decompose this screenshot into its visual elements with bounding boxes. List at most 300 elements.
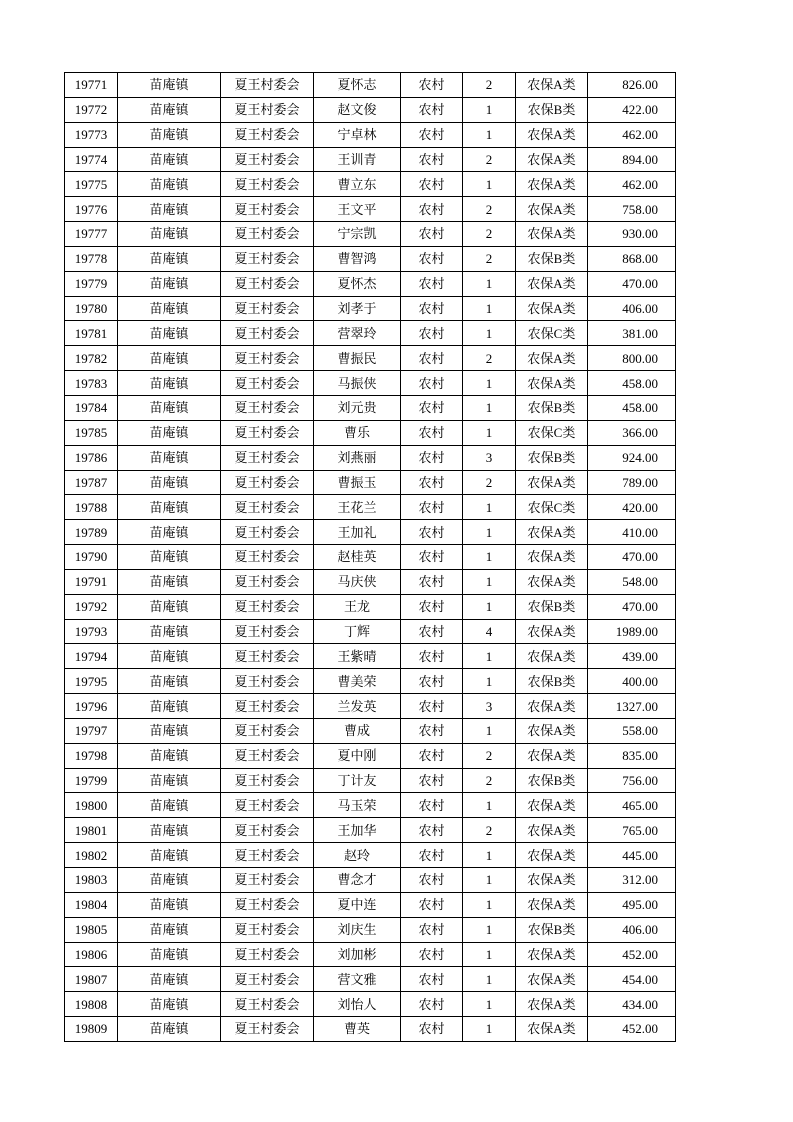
- cell-village_committee: 夏王村委会: [221, 942, 314, 967]
- cell-person_count: 1: [463, 644, 516, 669]
- cell-residence_type: 农村: [401, 470, 463, 495]
- cell-village_committee: 夏王村委会: [221, 768, 314, 793]
- cell-insurance_category: 农保A类: [516, 644, 588, 669]
- cell-town: 苗庵镇: [118, 743, 221, 768]
- table-row: [65, 495, 676, 520]
- cell-insurance_category: 农保A类: [516, 942, 588, 967]
- cell-serial_number: 19802: [65, 843, 118, 868]
- cell-village_committee: 夏王村委会: [221, 321, 314, 346]
- cell-serial_number: 19792: [65, 594, 118, 619]
- cell-serial_number: 19790: [65, 545, 118, 570]
- cell-insurance_category: 农保A类: [516, 793, 588, 818]
- cell-residence_type: 农村: [401, 172, 463, 197]
- table-row: [65, 371, 676, 396]
- cell-town: 苗庵镇: [118, 371, 221, 396]
- cell-amount: 454.00: [588, 967, 676, 992]
- cell-insurance_category: 农保C类: [516, 321, 588, 346]
- cell-town: 苗庵镇: [118, 97, 221, 122]
- cell-serial_number: 19803: [65, 868, 118, 893]
- cell-town: 苗庵镇: [118, 768, 221, 793]
- table-row: [65, 197, 676, 222]
- table-row: [65, 321, 676, 346]
- cell-person_count: 2: [463, 197, 516, 222]
- cell-town: 苗庵镇: [118, 793, 221, 818]
- table-row: [65, 917, 676, 942]
- cell-person_count: 1: [463, 892, 516, 917]
- table-row: [65, 222, 676, 247]
- cell-person_count: 1: [463, 669, 516, 694]
- cell-insurance_category: 农保A类: [516, 818, 588, 843]
- cell-insurance_category: 农保B类: [516, 246, 588, 271]
- cell-person_count: 2: [463, 818, 516, 843]
- cell-insurance_category: 农保A类: [516, 892, 588, 917]
- cell-town: 苗庵镇: [118, 321, 221, 346]
- cell-residence_type: 农村: [401, 371, 463, 396]
- cell-serial_number: 19771: [65, 73, 118, 98]
- cell-town: 苗庵镇: [118, 495, 221, 520]
- cell-residence_type: 农村: [401, 445, 463, 470]
- cell-insurance_category: 农保A类: [516, 172, 588, 197]
- cell-serial_number: 19777: [65, 222, 118, 247]
- cell-person_count: 2: [463, 222, 516, 247]
- cell-serial_number: 19795: [65, 669, 118, 694]
- cell-insurance_category: 农保A类: [516, 122, 588, 147]
- cell-village_committee: 夏王村委会: [221, 172, 314, 197]
- cell-village_committee: 夏王村委会: [221, 545, 314, 570]
- cell-person_name: 刘孝于: [314, 296, 401, 321]
- cell-person_name: 王加礼: [314, 520, 401, 545]
- cell-residence_type: 农村: [401, 97, 463, 122]
- cell-village_committee: 夏王村委会: [221, 197, 314, 222]
- cell-insurance_category: 农保C类: [516, 495, 588, 520]
- cell-person_count: 1: [463, 793, 516, 818]
- cell-insurance_category: 农保A类: [516, 197, 588, 222]
- cell-residence_type: 农村: [401, 942, 463, 967]
- cell-serial_number: 19787: [65, 470, 118, 495]
- cell-residence_type: 农村: [401, 694, 463, 719]
- cell-person_name: 王加华: [314, 818, 401, 843]
- cell-town: 苗庵镇: [118, 644, 221, 669]
- cell-amount: 465.00: [588, 793, 676, 818]
- cell-amount: 495.00: [588, 892, 676, 917]
- cell-village_committee: 夏王村委会: [221, 868, 314, 893]
- cell-serial_number: 19794: [65, 644, 118, 669]
- cell-amount: 548.00: [588, 569, 676, 594]
- table-row: [65, 246, 676, 271]
- cell-town: 苗庵镇: [118, 346, 221, 371]
- cell-amount: 470.00: [588, 594, 676, 619]
- cell-person_name: 刘元贵: [314, 395, 401, 420]
- cell-insurance_category: 农保A类: [516, 718, 588, 743]
- cell-person_count: 1: [463, 967, 516, 992]
- cell-village_committee: 夏王村委会: [221, 296, 314, 321]
- cell-amount: 406.00: [588, 917, 676, 942]
- table-row: [65, 793, 676, 818]
- cell-serial_number: 19773: [65, 122, 118, 147]
- table-row: [65, 967, 676, 992]
- cell-person_count: 2: [463, 470, 516, 495]
- cell-person_name: 刘庆生: [314, 917, 401, 942]
- cell-town: 苗庵镇: [118, 172, 221, 197]
- table-row: [65, 470, 676, 495]
- cell-person_count: 1: [463, 495, 516, 520]
- cell-serial_number: 19780: [65, 296, 118, 321]
- cell-person_name: 宁宗凯: [314, 222, 401, 247]
- cell-village_committee: 夏王村委会: [221, 619, 314, 644]
- cell-town: 苗庵镇: [118, 520, 221, 545]
- cell-residence_type: 农村: [401, 495, 463, 520]
- cell-person_name: 曹振民: [314, 346, 401, 371]
- cell-insurance_category: 农保A类: [516, 296, 588, 321]
- cell-residence_type: 农村: [401, 594, 463, 619]
- cell-insurance_category: 农保A类: [516, 868, 588, 893]
- cell-person_name: 曹成: [314, 718, 401, 743]
- cell-amount: 765.00: [588, 818, 676, 843]
- cell-amount: 410.00: [588, 520, 676, 545]
- cell-insurance_category: 农保A类: [516, 694, 588, 719]
- cell-insurance_category: 农保A类: [516, 470, 588, 495]
- cell-person_count: 1: [463, 917, 516, 942]
- cell-village_committee: 夏王村委会: [221, 818, 314, 843]
- cell-person_count: 1: [463, 296, 516, 321]
- cell-person_count: 1: [463, 97, 516, 122]
- cell-village_committee: 夏王村委会: [221, 520, 314, 545]
- cell-residence_type: 农村: [401, 644, 463, 669]
- cell-person_name: 刘怡人: [314, 992, 401, 1017]
- cell-village_committee: 夏王村委会: [221, 420, 314, 445]
- cell-insurance_category: 农保A类: [516, 1017, 588, 1042]
- cell-insurance_category: 农保B类: [516, 669, 588, 694]
- cell-person_count: 2: [463, 73, 516, 98]
- cell-residence_type: 农村: [401, 321, 463, 346]
- cell-residence_type: 农村: [401, 743, 463, 768]
- cell-residence_type: 农村: [401, 967, 463, 992]
- cell-amount: 930.00: [588, 222, 676, 247]
- cell-village_committee: 夏王村委会: [221, 346, 314, 371]
- cell-residence_type: 农村: [401, 246, 463, 271]
- cell-residence_type: 农村: [401, 520, 463, 545]
- table-row: [65, 743, 676, 768]
- cell-town: 苗庵镇: [118, 1017, 221, 1042]
- cell-village_committee: 夏王村委会: [221, 445, 314, 470]
- cell-amount: 452.00: [588, 1017, 676, 1042]
- cell-village_committee: 夏王村委会: [221, 743, 314, 768]
- table-row: [65, 346, 676, 371]
- cell-village_committee: 夏王村委会: [221, 718, 314, 743]
- cell-serial_number: 19779: [65, 271, 118, 296]
- cell-town: 苗庵镇: [118, 669, 221, 694]
- cell-residence_type: 农村: [401, 545, 463, 570]
- cell-residence_type: 农村: [401, 768, 463, 793]
- cell-village_committee: 夏王村委会: [221, 669, 314, 694]
- cell-amount: 381.00: [588, 321, 676, 346]
- cell-town: 苗庵镇: [118, 619, 221, 644]
- cell-insurance_category: 农保B类: [516, 97, 588, 122]
- cell-town: 苗庵镇: [118, 470, 221, 495]
- cell-person_count: 1: [463, 321, 516, 346]
- cell-amount: 470.00: [588, 545, 676, 570]
- cell-serial_number: 19796: [65, 694, 118, 719]
- cell-village_committee: 夏王村委会: [221, 569, 314, 594]
- cell-insurance_category: 农保A类: [516, 569, 588, 594]
- cell-serial_number: 19807: [65, 967, 118, 992]
- table-row: [65, 843, 676, 868]
- table-row: [65, 271, 676, 296]
- cell-insurance_category: 农保A类: [516, 843, 588, 868]
- table-row: [65, 644, 676, 669]
- table-row: [65, 694, 676, 719]
- cell-town: 苗庵镇: [118, 271, 221, 296]
- table-row: [65, 395, 676, 420]
- cell-person_name: 曹英: [314, 1017, 401, 1042]
- cell-village_committee: 夏王村委会: [221, 694, 314, 719]
- cell-amount: 458.00: [588, 395, 676, 420]
- cell-person_name: 曹立东: [314, 172, 401, 197]
- cell-person_count: 1: [463, 395, 516, 420]
- table-row: [65, 992, 676, 1017]
- cell-person_name: 曹美荣: [314, 669, 401, 694]
- cell-amount: 756.00: [588, 768, 676, 793]
- cell-person_name: 曹乐: [314, 420, 401, 445]
- table-row: [65, 296, 676, 321]
- cell-village_committee: 夏王村委会: [221, 122, 314, 147]
- cell-amount: 445.00: [588, 843, 676, 868]
- table-row: [65, 868, 676, 893]
- cell-serial_number: 19784: [65, 395, 118, 420]
- cell-person_name: 宁卓林: [314, 122, 401, 147]
- cell-residence_type: 农村: [401, 793, 463, 818]
- cell-insurance_category: 农保A类: [516, 992, 588, 1017]
- table-row: [65, 718, 676, 743]
- cell-town: 苗庵镇: [118, 420, 221, 445]
- pension-roster-table: [64, 72, 676, 1042]
- cell-residence_type: 农村: [401, 843, 463, 868]
- cell-serial_number: 19778: [65, 246, 118, 271]
- cell-amount: 789.00: [588, 470, 676, 495]
- cell-town: 苗庵镇: [118, 197, 221, 222]
- cell-serial_number: 19782: [65, 346, 118, 371]
- cell-village_committee: 夏王村委会: [221, 246, 314, 271]
- cell-person_count: 1: [463, 569, 516, 594]
- table-row: [65, 420, 676, 445]
- cell-amount: 312.00: [588, 868, 676, 893]
- cell-residence_type: 农村: [401, 147, 463, 172]
- table-row: [65, 892, 676, 917]
- cell-amount: 470.00: [588, 271, 676, 296]
- cell-amount: 800.00: [588, 346, 676, 371]
- cell-town: 苗庵镇: [118, 147, 221, 172]
- cell-insurance_category: 农保A类: [516, 619, 588, 644]
- cell-town: 苗庵镇: [118, 967, 221, 992]
- cell-town: 苗庵镇: [118, 594, 221, 619]
- cell-serial_number: 19788: [65, 495, 118, 520]
- cell-residence_type: 农村: [401, 73, 463, 98]
- cell-serial_number: 19797: [65, 718, 118, 743]
- table-row: [65, 122, 676, 147]
- cell-amount: 462.00: [588, 122, 676, 147]
- cell-town: 苗庵镇: [118, 296, 221, 321]
- cell-insurance_category: 农保A类: [516, 743, 588, 768]
- cell-person_count: 1: [463, 718, 516, 743]
- cell-person_name: 夏怀杰: [314, 271, 401, 296]
- cell-village_committee: 夏王村委会: [221, 892, 314, 917]
- cell-amount: 1327.00: [588, 694, 676, 719]
- cell-insurance_category: 农保B类: [516, 594, 588, 619]
- cell-residence_type: 农村: [401, 669, 463, 694]
- cell-residence_type: 农村: [401, 569, 463, 594]
- cell-residence_type: 农村: [401, 1017, 463, 1042]
- cell-amount: 462.00: [588, 172, 676, 197]
- cell-person_count: 1: [463, 420, 516, 445]
- cell-town: 苗庵镇: [118, 246, 221, 271]
- cell-insurance_category: 农保A类: [516, 520, 588, 545]
- table-row: [65, 97, 676, 122]
- cell-village_committee: 夏王村委会: [221, 843, 314, 868]
- cell-village_committee: 夏王村委会: [221, 371, 314, 396]
- cell-insurance_category: 农保B类: [516, 445, 588, 470]
- cell-village_committee: 夏王村委会: [221, 917, 314, 942]
- cell-person_count: 1: [463, 942, 516, 967]
- cell-town: 苗庵镇: [118, 843, 221, 868]
- cell-serial_number: 19800: [65, 793, 118, 818]
- cell-serial_number: 19809: [65, 1017, 118, 1042]
- cell-person_name: 王文平: [314, 197, 401, 222]
- cell-person_name: 赵文俊: [314, 97, 401, 122]
- cell-amount: 1989.00: [588, 619, 676, 644]
- cell-person_name: 曹智鸿: [314, 246, 401, 271]
- cell-serial_number: 19793: [65, 619, 118, 644]
- cell-residence_type: 农村: [401, 197, 463, 222]
- cell-serial_number: 19808: [65, 992, 118, 1017]
- cell-person_count: 1: [463, 545, 516, 570]
- cell-amount: 868.00: [588, 246, 676, 271]
- cell-person_name: 丁计友: [314, 768, 401, 793]
- cell-insurance_category: 农保A类: [516, 73, 588, 98]
- cell-residence_type: 农村: [401, 296, 463, 321]
- cell-amount: 452.00: [588, 942, 676, 967]
- cell-town: 苗庵镇: [118, 718, 221, 743]
- table-row: [65, 172, 676, 197]
- cell-residence_type: 农村: [401, 395, 463, 420]
- cell-person_name: 马玉荣: [314, 793, 401, 818]
- cell-person_name: 马振侠: [314, 371, 401, 396]
- cell-serial_number: 19786: [65, 445, 118, 470]
- cell-serial_number: 19772: [65, 97, 118, 122]
- cell-serial_number: 19774: [65, 147, 118, 172]
- table-row: [65, 147, 676, 172]
- cell-amount: 826.00: [588, 73, 676, 98]
- cell-person_name: 刘加彬: [314, 942, 401, 967]
- cell-amount: 458.00: [588, 371, 676, 396]
- cell-person_name: 兰发英: [314, 694, 401, 719]
- table-row: [65, 569, 676, 594]
- table-row: [65, 73, 676, 98]
- cell-residence_type: 农村: [401, 917, 463, 942]
- cell-village_committee: 夏王村委会: [221, 470, 314, 495]
- cell-village_committee: 夏王村委会: [221, 97, 314, 122]
- cell-person_name: 王花兰: [314, 495, 401, 520]
- cell-village_committee: 夏王村委会: [221, 594, 314, 619]
- cell-town: 苗庵镇: [118, 818, 221, 843]
- cell-town: 苗庵镇: [118, 73, 221, 98]
- cell-person_count: 1: [463, 992, 516, 1017]
- cell-residence_type: 农村: [401, 420, 463, 445]
- cell-serial_number: 19804: [65, 892, 118, 917]
- cell-person_name: 丁辉: [314, 619, 401, 644]
- cell-village_committee: 夏王村委会: [221, 73, 314, 98]
- cell-person_name: 王紫晴: [314, 644, 401, 669]
- cell-amount: 758.00: [588, 197, 676, 222]
- cell-insurance_category: 农保B类: [516, 395, 588, 420]
- cell-residence_type: 农村: [401, 122, 463, 147]
- cell-insurance_category: 农保A类: [516, 346, 588, 371]
- cell-serial_number: 19798: [65, 743, 118, 768]
- cell-person_count: 1: [463, 172, 516, 197]
- cell-person_name: 赵玲: [314, 843, 401, 868]
- cell-serial_number: 19776: [65, 197, 118, 222]
- cell-residence_type: 农村: [401, 222, 463, 247]
- cell-person_count: 2: [463, 246, 516, 271]
- cell-village_committee: 夏王村委会: [221, 271, 314, 296]
- cell-amount: 558.00: [588, 718, 676, 743]
- cell-serial_number: 19783: [65, 371, 118, 396]
- cell-person_name: 营文雅: [314, 967, 401, 992]
- cell-person_name: 曹振玉: [314, 470, 401, 495]
- table-row: [65, 942, 676, 967]
- cell-town: 苗庵镇: [118, 992, 221, 1017]
- cell-person_count: 1: [463, 520, 516, 545]
- cell-person_count: 2: [463, 768, 516, 793]
- cell-amount: 924.00: [588, 445, 676, 470]
- cell-person_name: 营翠玲: [314, 321, 401, 346]
- table-row: [65, 520, 676, 545]
- cell-village_committee: 夏王村委会: [221, 222, 314, 247]
- cell-person_count: 1: [463, 594, 516, 619]
- cell-person_name: 刘燕丽: [314, 445, 401, 470]
- cell-amount: 434.00: [588, 992, 676, 1017]
- cell-village_committee: 夏王村委会: [221, 992, 314, 1017]
- cell-person_name: 马庆侠: [314, 569, 401, 594]
- table-row: [65, 818, 676, 843]
- table-row: [65, 1017, 676, 1042]
- cell-town: 苗庵镇: [118, 395, 221, 420]
- table-row: [65, 545, 676, 570]
- cell-town: 苗庵镇: [118, 122, 221, 147]
- cell-serial_number: 19801: [65, 818, 118, 843]
- table-row: [65, 768, 676, 793]
- cell-town: 苗庵镇: [118, 569, 221, 594]
- cell-person_name: 赵桂英: [314, 545, 401, 570]
- cell-person_count: 1: [463, 122, 516, 147]
- cell-village_committee: 夏王村委会: [221, 395, 314, 420]
- cell-amount: 400.00: [588, 669, 676, 694]
- cell-person_name: 夏怀志: [314, 73, 401, 98]
- cell-insurance_category: 农保A类: [516, 371, 588, 396]
- cell-village_committee: 夏王村委会: [221, 1017, 314, 1042]
- cell-town: 苗庵镇: [118, 222, 221, 247]
- cell-person_count: 1: [463, 843, 516, 868]
- cell-amount: 894.00: [588, 147, 676, 172]
- cell-person_name: 夏中连: [314, 892, 401, 917]
- cell-insurance_category: 农保B类: [516, 917, 588, 942]
- cell-serial_number: 19805: [65, 917, 118, 942]
- cell-person_name: 曹念才: [314, 868, 401, 893]
- cell-amount: 420.00: [588, 495, 676, 520]
- cell-town: 苗庵镇: [118, 917, 221, 942]
- cell-person_count: 3: [463, 694, 516, 719]
- cell-person_count: 2: [463, 147, 516, 172]
- cell-person_count: 1: [463, 1017, 516, 1042]
